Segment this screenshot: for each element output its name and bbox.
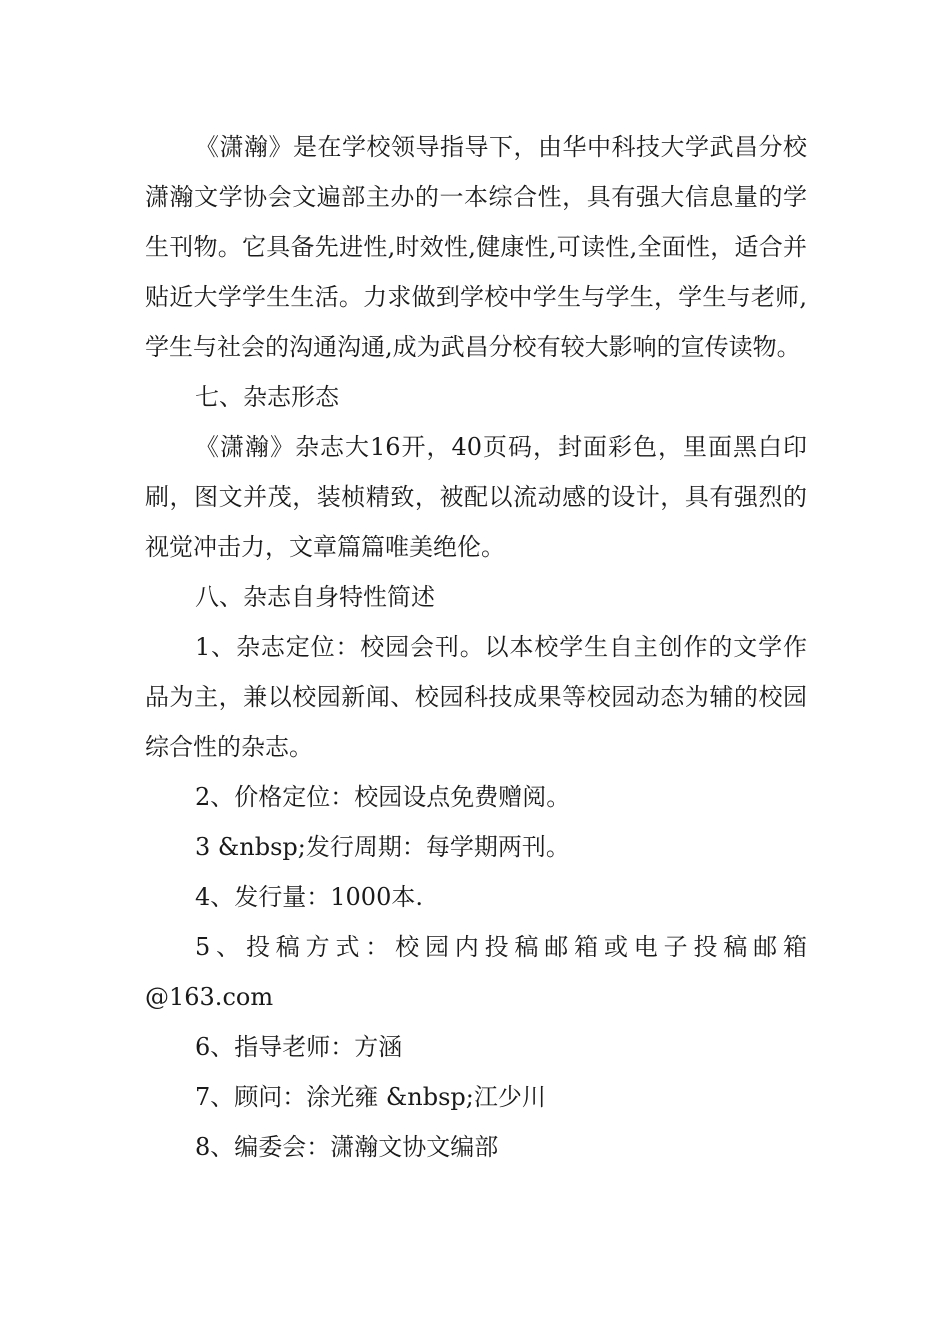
feature-item-positioning: 1、杂志定位：校园会刊。以本校学生自主创作的文学作品为主，兼以校园新闻、校园科技成果等校园动态为辅的校园综合性的杂志。 (145, 633, 807, 761)
feature-item-price: 2、价格定位：校园设点免费赠阅。 (195, 783, 571, 811)
feature-item-editorial-board: 8、编委会：潇瀚文协文编部 (195, 1133, 499, 1161)
submission-email: @163.com (145, 983, 274, 1011)
magazine-form-paragraph: 《潇瀚》杂志大16开，40页码，封面彩色，里面黑白印刷，图文并茂，装桢精致，被配以流动感的设计，具有强烈的视觉冲击力，文章篇篇唯美绝伦。 (145, 433, 807, 561)
feature-item-consultants: 7、顾问：涂光雍 &nbsp;江少川 (195, 1083, 546, 1111)
document-page (145, 122, 807, 1172)
feature-item-cycle: 3 &nbsp;发行周期：每学期两刊。 (195, 833, 570, 861)
feature-item-advisor: 6、指导老师：方涵 (195, 1033, 403, 1061)
section-heading-magazine-features: 八、杂志自身特性简述 (195, 583, 435, 611)
intro-paragraph: 《潇瀚》是在学校领导指导下，由华中科技大学武昌分校潇瀚文学协会文遍部主办的一本综合性，具有强大信息量的学生刊物。它具备先进性,时效性,健康性,可读性,全面性，适合并贴近大学学生生活。力求做到学校中学生与学生，学生与老师,学生与社会的沟通沟通,成为武昌分校有较大影响的宣传读物。 (145, 133, 807, 361)
section-heading-magazine-form: 七、杂志形态 (195, 383, 339, 411)
feature-item-submission: 5、投稿方式：校园内投稿邮箱或电子投稿邮箱 (195, 933, 807, 961)
feature-item-circulation: 4、发行量：1000本. (195, 883, 423, 911)
